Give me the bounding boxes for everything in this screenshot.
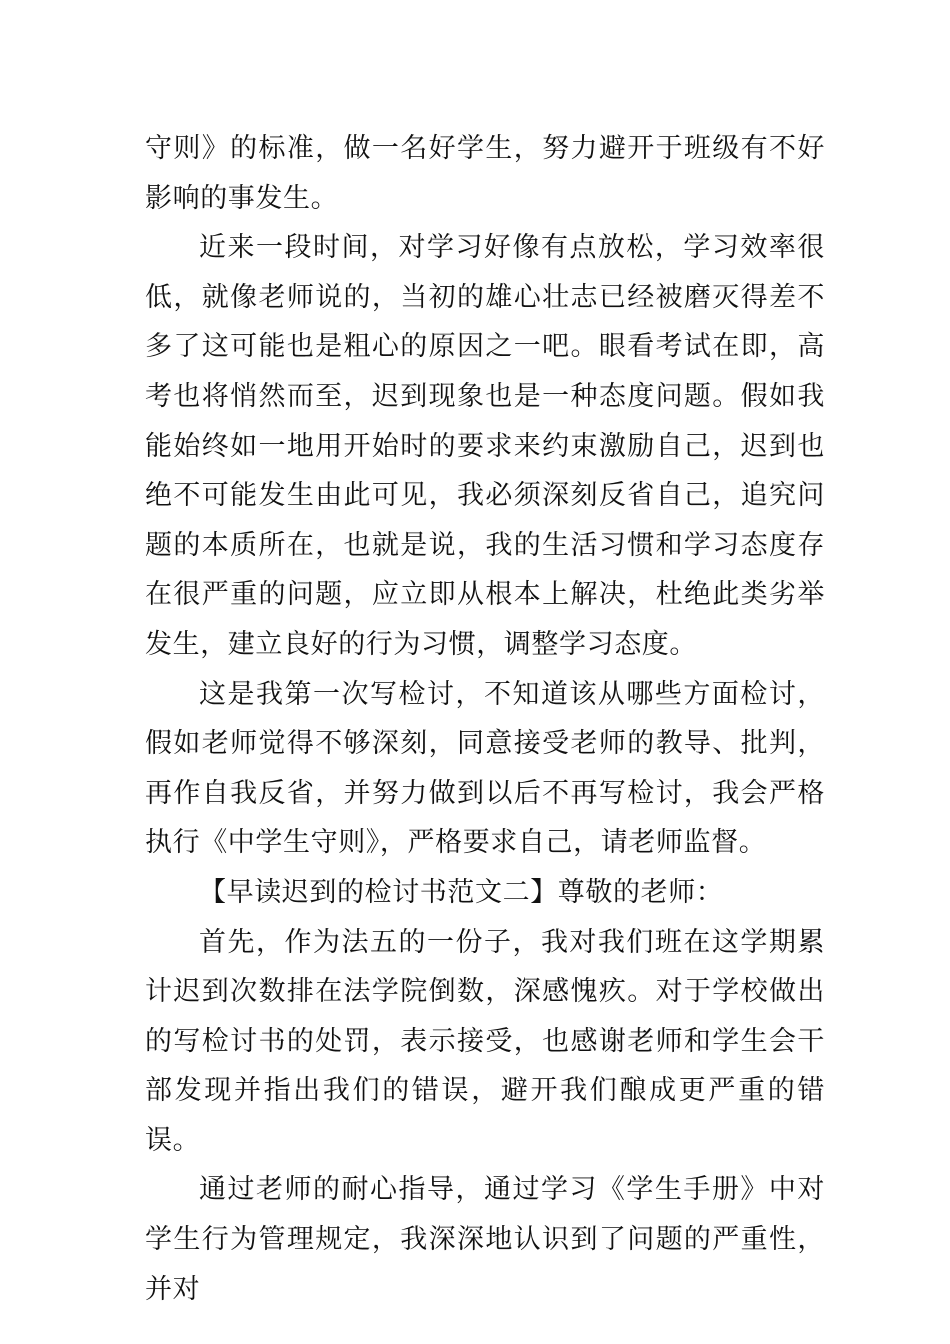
paragraph-first-of-all: 首先，作为法五的一份子，我对我们班在这学期累计迟到次数排在法学院倒数，深感愧疚。对于学校做出的写检讨书的处罚，表示接受，也感谢老师和学生会干部发现并指出我们的错误，避开我们酿成更严重的错误。 bbox=[145, 926, 825, 1156]
paragraph-continued: 守则》的标准，做一名好学生，努力避开于班级有不好影响的事发生。 bbox=[145, 133, 825, 214]
paragraph-recent-period: 近来一段时间，对学习好像有点放松，学习效率很低，就像老师说的，当初的雄心壮志已经被磨灭得差不多了这可能也是粗心的原因之一吧。眼看考试在即，高考也将悄然而至，迟到现象也是一种态度问题。假如我能始终如一地用开始时的要求来约束激励自己，迟到也绝不可能发生由此可见，我必须深刻反省自己，追究问题的本质所在，也就是说，我的生活习惯和学习态度存在很严重的问题，应立即从根本上解决，杜绝此类劣举发生，建立良好的行为习惯，调整学习态度。 bbox=[145, 232, 825, 660]
document-body bbox=[145, 124, 825, 1314]
paragraph-teacher-guidance: 通过老师的耐心指导，通过学习《学生手册》中对学生行为管理规定，我深深地认识到了问题的严重性，并对 bbox=[145, 1174, 825, 1305]
paragraph-first-review: 这是我第一次写检讨，不知道该从哪些方面检讨，假如老师觉得不够深刻，同意接受老师的教导、批判，再作自我反省，并努力做到以后不再写检讨，我会严格执行《中学生守则》，严格要求自己，请老师监督。 bbox=[145, 678, 825, 859]
section-heading-sample-two: 【早读迟到的检讨书范文二】尊敬的老师： bbox=[199, 876, 724, 908]
